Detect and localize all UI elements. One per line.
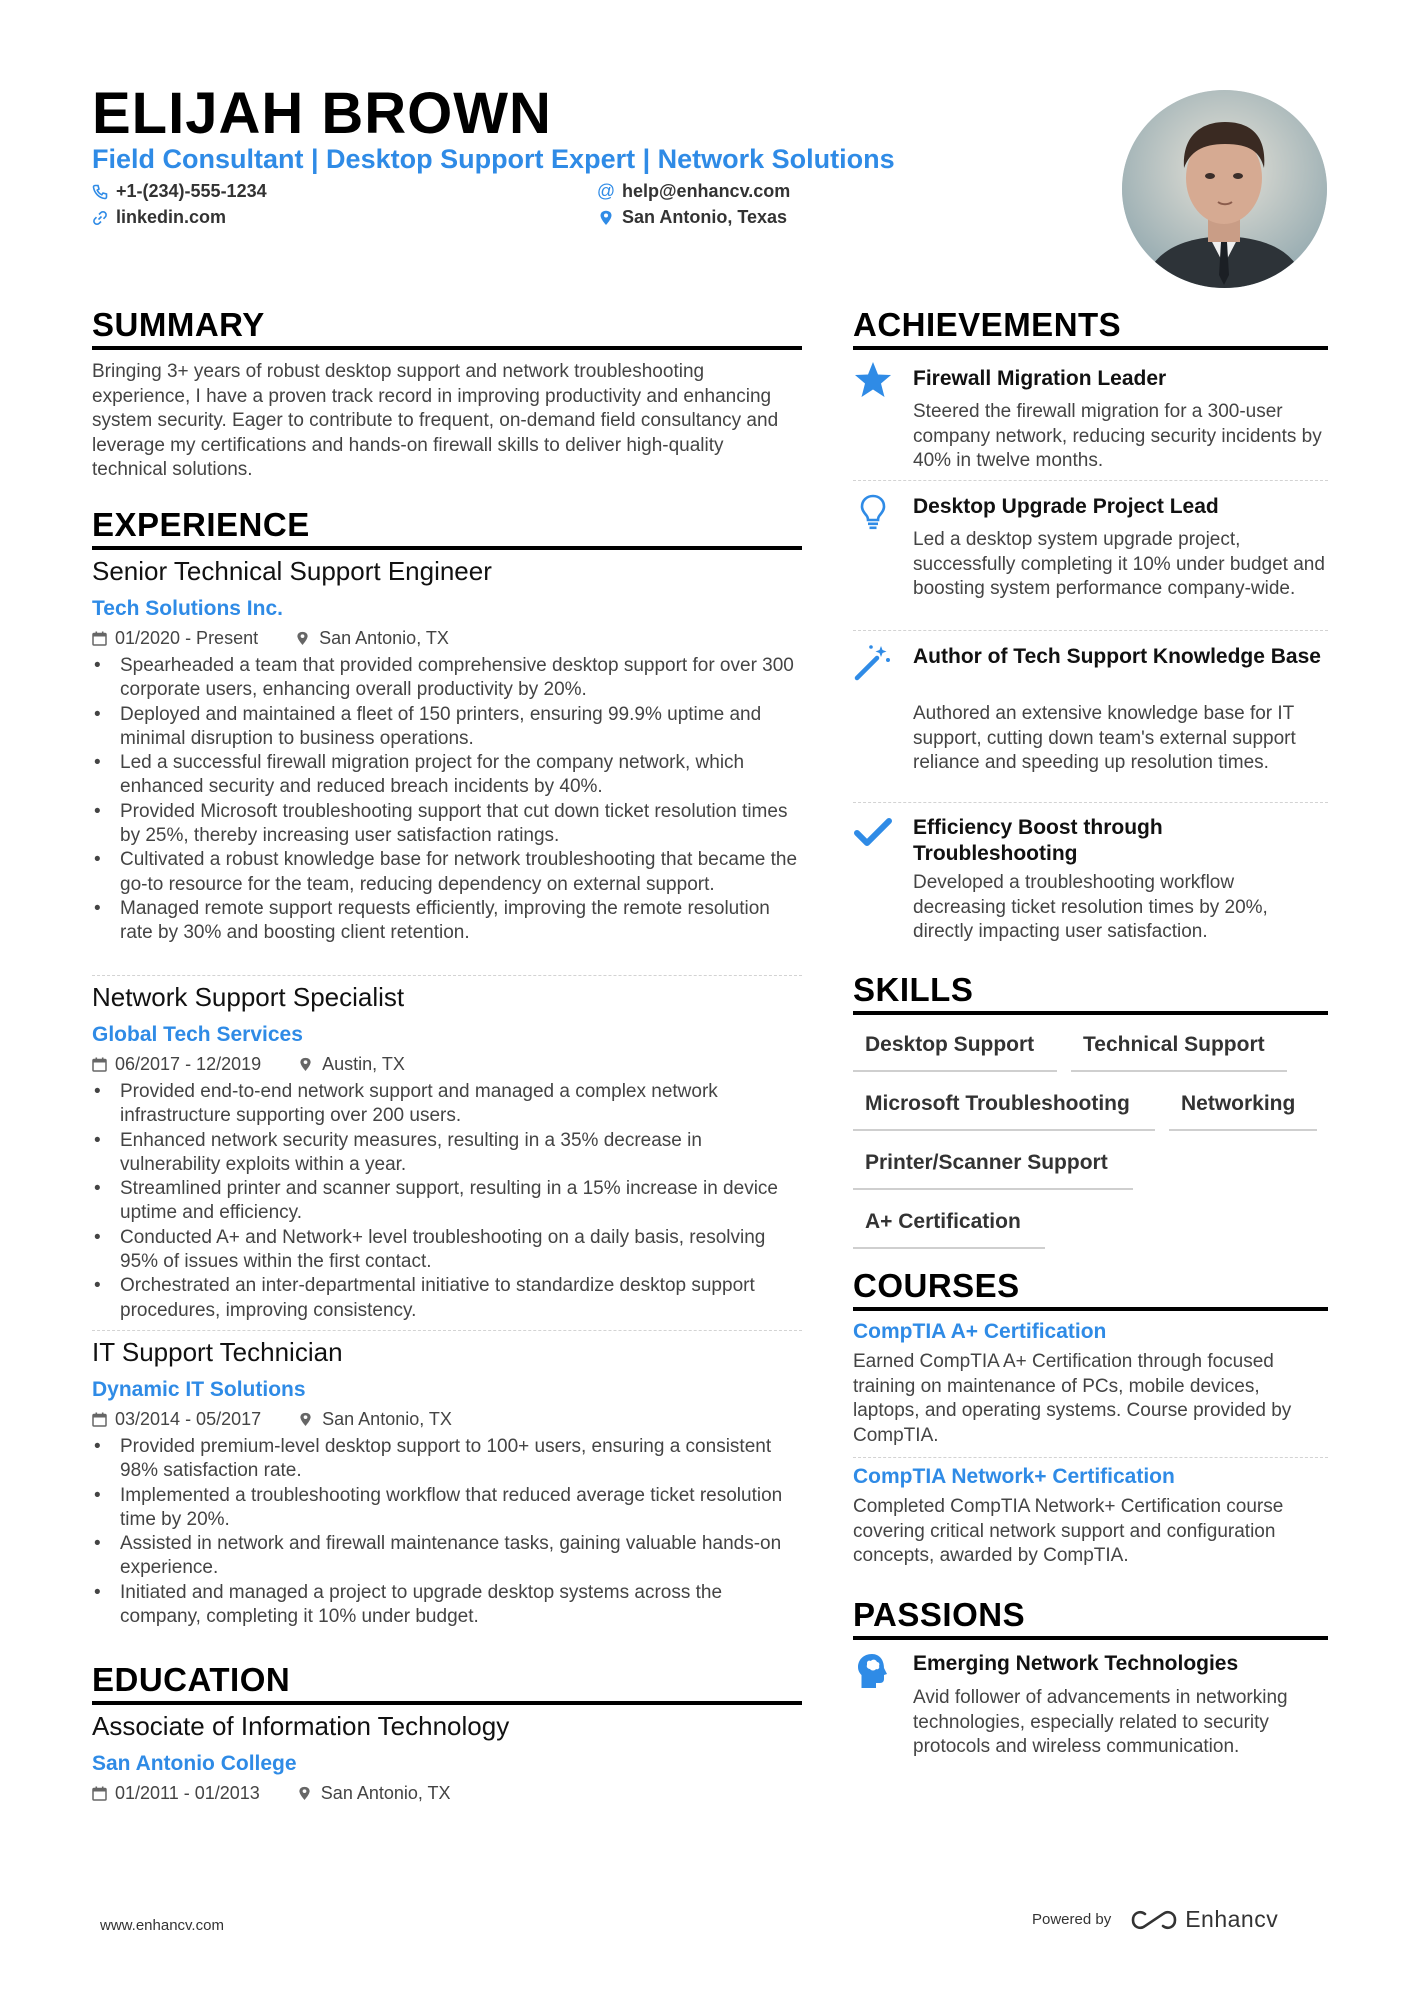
job-bullets	[92, 1080, 802, 1323]
passion-desc: Avid follower of advancements in networking technologies, especially related to security protocols and wireless communication.	[913, 1687, 1288, 1757]
job-bullet: • Assisted in network and firewall maintenance tasks, gaining valuable hands-on experience.	[92, 1532, 802, 1581]
achievement-item	[853, 813, 1328, 948]
courses-heading: COURSES	[853, 1267, 1020, 1304]
course-separator	[853, 1457, 1328, 1458]
job-bullet: • Provided end-to-end network support and managed a complex network infrastructure supporting over 200 users.	[92, 1080, 802, 1129]
at-icon: @	[596, 181, 616, 201]
skills-rule	[853, 1011, 1328, 1015]
achievement-separator	[853, 802, 1328, 803]
achievement-title: Efficiency Boost through Troubleshooting	[913, 816, 1163, 865]
contact-location	[598, 207, 787, 228]
achievement-title: Firewall Migration Leader	[913, 367, 1167, 390]
job-bullet: • Managed remote support requests efficiently, improving the remote resolution rate by 30% and boosting client retention.	[92, 897, 802, 946]
job-meta	[92, 1409, 802, 1430]
link-icon	[92, 210, 108, 226]
job-title: Network Support Specialist	[92, 982, 405, 1012]
achievements-rule	[853, 346, 1328, 350]
skills-heading: SKILLS	[853, 971, 974, 1008]
location-pin-icon	[299, 1057, 314, 1072]
job-bullet: • Deployed and maintained a fleet of 150 printers, ensuring 99.9% uptime and minimal disruption to business operations.	[92, 703, 802, 752]
enhancv-logo-icon	[1131, 1908, 1177, 1932]
enhancv-logo[interactable]	[1131, 1906, 1278, 1933]
job-location: Austin, TX	[322, 1054, 405, 1074]
education-dates: 01/2011 - 01/2013	[115, 1783, 260, 1803]
contact-phone	[92, 181, 267, 202]
location-pin-icon	[598, 210, 614, 226]
passions-rule	[853, 1636, 1328, 1640]
skill-tag: A+ Certification	[853, 1205, 1045, 1249]
job-meta	[92, 1054, 802, 1075]
job-location: San Antonio, TX	[322, 1409, 452, 1429]
phone-text: +1-(234)-555-1234	[116, 181, 267, 201]
course-desc: Earned CompTIA A+ Certification through focused training on maintenance of PCs, mobile devices, laptops, and operating systems. Course provided by CompTIA.	[853, 1351, 1292, 1446]
job-meta	[92, 628, 802, 649]
phone-icon	[92, 184, 108, 200]
job-entry	[92, 1337, 802, 1629]
passion-item	[853, 1651, 1328, 1781]
job-separator	[92, 975, 802, 976]
footer-branding	[1032, 1906, 1278, 1933]
profile-photo	[1122, 90, 1327, 288]
skill-tag: Networking	[1169, 1087, 1317, 1131]
job-separator	[92, 1330, 802, 1331]
achievements-heading: ACHIEVEMENTS	[853, 306, 1122, 343]
company-name: Global Tech Services	[92, 1023, 303, 1046]
job-entry	[92, 982, 802, 1323]
job-bullet: • Enhanced network security measures, resulting in a 35% decrease in vulnerability exploits within a year.	[92, 1129, 802, 1178]
head-brain-icon	[853, 1651, 893, 1691]
summary-heading: SUMMARY	[92, 306, 265, 343]
education-entry	[92, 1711, 802, 1804]
summary-text: Bringing 3+ years of robust desktop support and network troubleshooting experience, I have a proven track record in improving productivity and enhancing system security. Eager to contribute to frequent, on-demand field consultancy and leverage my certifications and hands-on firewall skills to deliver high-quality technical solutions.	[92, 361, 779, 480]
job-dates: 06/2017 - 12/2019	[115, 1054, 262, 1074]
job-bullet: • Implemented a troubleshooting workflow that reduced average ticket resolution time by 20%.	[92, 1484, 802, 1533]
magic-wand-icon	[853, 642, 893, 682]
education-meta	[92, 1783, 802, 1804]
location-pin-icon	[299, 1412, 314, 1427]
job-bullet: • Provided premium-level desktop support to 100+ users, ensuring a consistent 98% satisfaction rate.	[92, 1435, 802, 1484]
email-text[interactable]: help@enhancv.com	[622, 181, 791, 201]
achievement-title: Desktop Upgrade Project Lead	[913, 495, 1219, 518]
skill-tag: Technical Support	[1071, 1028, 1287, 1072]
location-pin-icon	[296, 631, 311, 646]
course-desc: Completed CompTIA Network+ Certification course covering critical network support and configuration concepts, awarded by CompTIA.	[853, 1496, 1284, 1566]
course-item	[853, 1320, 1328, 1448]
lightbulb-icon	[853, 492, 893, 532]
contact-email[interactable]	[598, 181, 790, 202]
job-title: Senior Technical Support Engineer	[92, 556, 492, 586]
job-bullet: • Provided Microsoft troubleshooting support that cut down ticket resolution times by 25%, thereby increasing user satisfaction ratings.	[92, 800, 802, 849]
job-bullet: • Streamlined printer and scanner support, resulting in a 15% increase in device uptime and efficiency.	[92, 1177, 802, 1226]
job-bullet: • Orchestrated an inter-departmental initiative to standardize desktop support procedures, improving consistency.	[92, 1274, 802, 1323]
achievement-item	[853, 492, 1328, 632]
achievement-desc: Authored an extensive knowledge base for IT support, cutting down team's external support reliance and speeding up resolution times.	[913, 703, 1296, 773]
calendar-icon	[92, 1412, 107, 1427]
brand-name: Enhancv	[1185, 1906, 1279, 1932]
job-bullet: • Conducted A+ and Network+ level troubleshooting on a daily basis, resolving 95% of issues within the first contact.	[92, 1226, 802, 1275]
courses-rule	[853, 1307, 1328, 1311]
achievement-separator	[853, 480, 1328, 481]
calendar-icon	[92, 631, 107, 646]
location-text: San Antonio, Texas	[622, 207, 788, 227]
summary-rule	[92, 346, 802, 350]
experience-rule	[92, 546, 802, 550]
achievement-separator	[853, 630, 1328, 631]
star-icon	[853, 360, 893, 400]
passions-heading: PASSIONS	[853, 1596, 1026, 1633]
location-pin-icon	[298, 1786, 313, 1801]
powered-by-text: Powered by	[1032, 1911, 1112, 1928]
skill-tag: Microsoft Troubleshooting	[853, 1087, 1155, 1131]
achievement-desc: Steered the firewall migration for a 300-user company network, reducing security incidents by 40% in twelve months.	[913, 401, 1322, 471]
footer-website[interactable]: www.enhancv.com	[100, 1917, 224, 1934]
course-title: CompTIA Network+ Certification	[853, 1465, 1175, 1488]
job-entry	[92, 556, 802, 946]
skill-tag: Printer/Scanner Support	[853, 1146, 1133, 1190]
course-title: CompTIA A+ Certification	[853, 1320, 1107, 1343]
headline: Field Consultant | Desktop Support Expert | Network Solutions	[92, 144, 895, 174]
course-item	[853, 1465, 1328, 1569]
skill-tag: Desktop Support	[853, 1028, 1057, 1072]
job-title: IT Support Technician	[92, 1337, 343, 1367]
education-heading: EDUCATION	[92, 1661, 291, 1698]
degree-title: Associate of Information Technology	[92, 1711, 510, 1741]
job-dates: 01/2020 - Present	[115, 628, 259, 648]
experience-heading: EXPERIENCE	[92, 506, 310, 543]
education-location: San Antonio, TX	[320, 1783, 451, 1803]
job-dates: 03/2014 - 05/2017	[115, 1409, 262, 1429]
company-name: Dynamic IT Solutions	[92, 1378, 306, 1401]
job-bullet: • Led a successful firewall migration project for the company network, which enhanced security and reduced breach incidents by 40%.	[92, 751, 802, 800]
achievement-desc: Developed a troubleshooting workflow decreasing ticket resolution times by 20%, directly impacting user satisfaction.	[913, 872, 1268, 942]
job-location: San Antonio, TX	[319, 628, 449, 648]
passion-title: Emerging Network Technologies	[913, 1652, 1239, 1675]
job-bullets	[92, 1435, 802, 1629]
school-name: San Antonio College	[92, 1752, 297, 1775]
education-rule	[92, 1701, 802, 1705]
calendar-icon	[92, 1786, 107, 1801]
contact-linkedin[interactable]	[92, 207, 226, 228]
achievement-item	[853, 360, 1328, 470]
candidate-name: ELIJAH BROWN	[92, 81, 552, 146]
linkedin-text[interactable]: linkedin.com	[116, 207, 227, 227]
checkmark-icon	[853, 813, 893, 853]
achievement-desc: Led a desktop system upgrade project, successfully completing it 10% under budget and boosting system performance company-wide.	[913, 529, 1325, 599]
calendar-icon	[92, 1057, 107, 1072]
achievement-item	[853, 642, 1328, 792]
achievement-title: Author of Tech Support Knowledge Base	[913, 645, 1321, 668]
company-name: Tech Solutions Inc.	[92, 597, 283, 620]
job-bullet: • Spearheaded a team that provided comprehensive desktop support for over 300 corporate users, enhancing overall productivity by 20%.	[92, 654, 802, 703]
job-bullet: • Cultivated a robust knowledge base for network troubleshooting that became the go-to resource for the team, reducing dependency on external support.	[92, 848, 802, 897]
job-bullets	[92, 654, 802, 946]
job-bullet: • Initiated and managed a project to upgrade desktop systems across the company, completing it 10% under budget.	[92, 1581, 802, 1630]
